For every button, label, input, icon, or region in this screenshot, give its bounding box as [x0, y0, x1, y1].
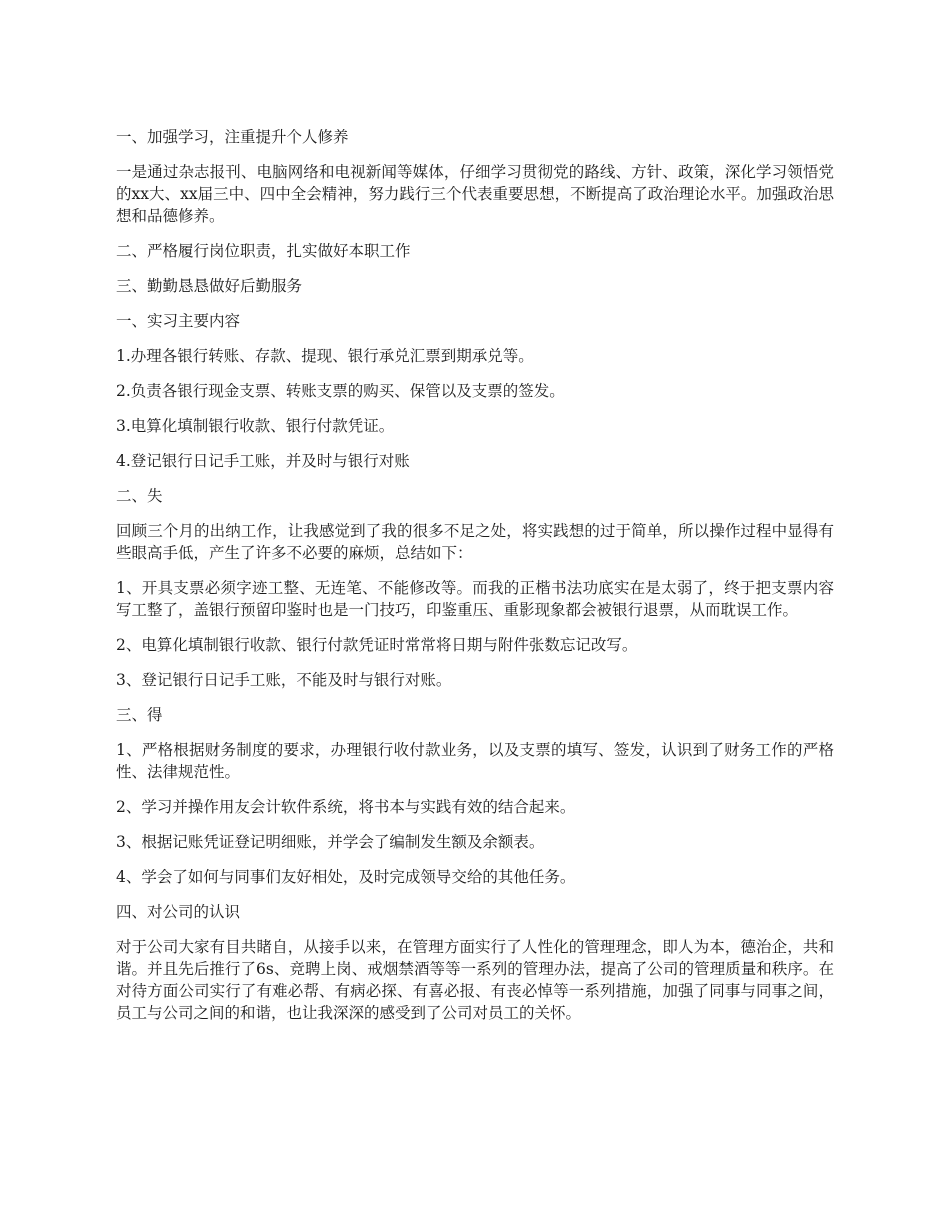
list-item-3: 3.电算化填制银行收款、银行付款凭证。: [116, 417, 395, 435]
document-body: [116, 126, 834, 1037]
heading-job-duties: 二、严格履行岗位职责，扎实做好本职工作: [116, 242, 411, 260]
heading-logistics-service: 三、勤勤恳恳做好后勤服务: [116, 277, 303, 295]
paragraph-company-view: 对于公司大家有目共睹自，从接手以来，在管理方面实行了人性化的管理理念，即人为本，德治企，共和谐。并且先后推行了6s、竞聘上岗、戒烟禁酒等等一系列的管理办法，提高了公司的管理质量和秩序。在对待方面公司实行了有难必帮、有病必探、有喜必报、有丧必悼等一系列措施，加强了同事与同事之间，员工与公司之间的和谐，也让我深深的感受到了公司对员工的关怀。: [116, 938, 834, 1022]
shortcoming-item-3: 3、登记银行日记手工账，不能及时与银行对账。: [116, 671, 452, 689]
gain-item-2: 2、学习并操作用友会计软件系统，将书本与实践有效的结合起来。: [116, 798, 576, 816]
heading-shortcomings: 二、失: [116, 487, 163, 505]
gain-item-4: 4、学会了如何与同事们友好相处，及时完成领导交给的其他任务。: [116, 868, 576, 886]
list-item-2: 2.负责各银行现金支票、转账支票的购买、保管以及支票的签发。: [116, 382, 565, 400]
heading-internship-content: 一、实习主要内容: [116, 312, 241, 330]
paragraph-study-details: 一是通过杂志报刊、电脑网络和电视新闻等媒体，仔细学习贯彻党的路线、方针、政策，深化学习领悟党的xx大、xx届三中、四中全会精神，努力践行三个代表重要思想，不断提高了政治理论水平。加强政治思想和品德修养。: [116, 163, 834, 225]
heading-company-view: 四、对公司的认识: [116, 903, 241, 921]
heading-strengthen-study: 一、加强学习，注重提升个人修养: [116, 128, 349, 146]
paragraph-review: 回顾三个月的出纳工作，让我感觉到了我的很多不足之处，将实践想的过于简单，所以操作过程中显得有些眼高手低，产生了许多不必要的麻烦，总结如下：: [116, 522, 834, 562]
list-item-1: 1.办理各银行转账、存款、提现、银行承兑汇票到期承兑等。: [116, 347, 534, 365]
gain-item-1: 1、严格根据财务制度的要求，办理银行收付款业务，以及支票的填写、签发，认识到了财务工作的严格性、法律规范性。: [116, 741, 834, 781]
shortcoming-item-1: 1、开具支票必须字迹工整、无连笔、不能修改等。而我的正楷书法功底实在是太弱了，终于把支票内容写工整了，盖银行预留印鉴时也是一门技巧，印鉴重压、重影现象都会被银行退票，从而耽误工作。: [116, 579, 834, 619]
heading-gains: 三、得: [116, 706, 163, 724]
gain-item-3: 3、根据记账凭证登记明细账，并学会了编制发生额及余额表。: [116, 833, 545, 851]
shortcoming-item-2: 2、电算化填制银行收款、银行付款凭证时常常将日期与附件张数忘记改写。: [116, 636, 638, 654]
list-item-4: 4.登记银行日记手工账，并及时与银行对账: [116, 452, 410, 470]
